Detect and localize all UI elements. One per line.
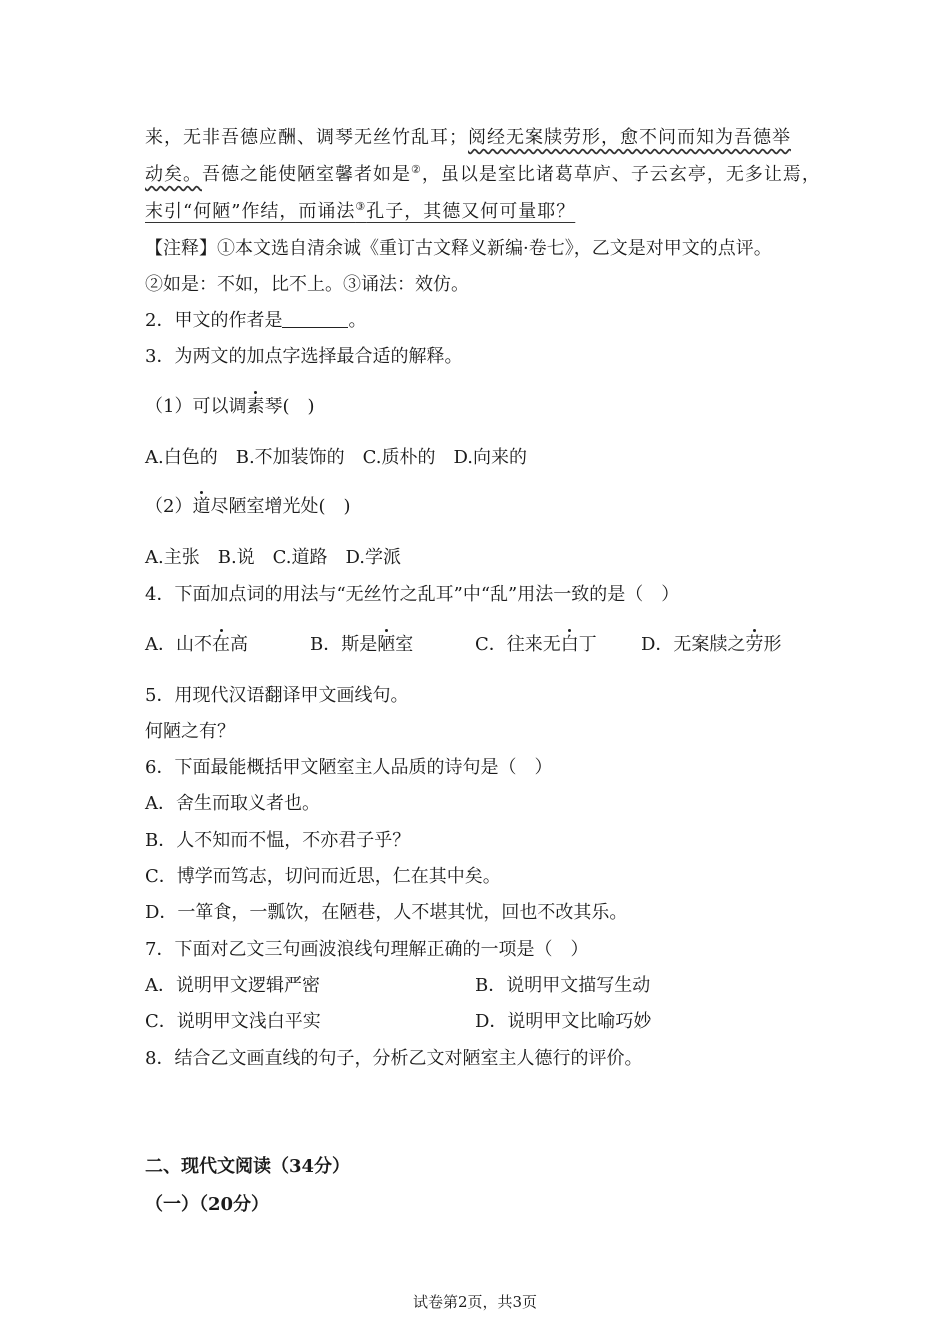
question-3-stem: 3．为两文的加点字选择最合适的解释。 — [145, 346, 463, 367]
section-2-title: 二、现代文阅读（34分） — [145, 1156, 351, 1177]
question-4-option-d — [641, 633, 781, 657]
question-6-stem: 6．下面最能概括甲文陋室主人品质的诗句是（ ） — [145, 757, 553, 778]
question-7-option-d: D．说明甲文比喻巧妙 — [475, 1011, 652, 1032]
option-a-post: 高 — [230, 634, 248, 655]
dotted-character: 白 — [560, 634, 579, 655]
question-5-stem: 5．用现代汉语翻译甲文画线句。 — [145, 685, 409, 706]
question-4-option-c — [475, 633, 597, 657]
yiwen-wavy-sentence-1: 阅经无案牍劳形，愈不问而知为吾德举 — [468, 127, 791, 148]
yiwen-wavy-sentence-1-end: 动矣。 — [145, 164, 202, 185]
yiwen-line-1 — [145, 126, 791, 150]
option-b-post: 室 — [395, 634, 414, 655]
dotted-character: 劳 — [745, 634, 764, 655]
dotted-character: 道 — [192, 496, 211, 517]
question-7-stem: 7．下面对乙文三句画波浪线句理解正确的一项是（ ） — [145, 939, 589, 960]
option-c-pre: C．往来无 — [475, 634, 561, 655]
yiwen-line-3-b: 孔子，其德又何可量耶？ — [366, 201, 576, 222]
annotation-line-1: 【注释】①本文选自清余诚《重订古文释义新编·卷七》，乙文是对甲文的点评。 — [145, 238, 772, 259]
yiwen-line-2-tail: ，虽以是室比诸葛草庐、子云玄亭，无多让焉， — [421, 164, 821, 185]
question-6-option-a: A．舍生而取义者也。 — [145, 793, 320, 814]
yiwen-line-1-plain: 来，无非吾德应酬、调琴无丝竹乱耳； — [145, 127, 468, 148]
question-3-sub-1-post: 琴( ) — [264, 396, 315, 417]
option-b-pre: B．斯是 — [310, 634, 378, 655]
question-3-sub-1-pre: （1）可以调 — [145, 396, 247, 417]
yiwen-line-2-text: 吾德之能使陋室馨者如是 — [202, 164, 411, 185]
option-a-pre: A．山不 — [145, 634, 212, 655]
note-marker-3: ③ — [355, 200, 367, 213]
question-6-option-d: D．一箪食，一瓢饮，在陋巷，人不堪其忧，回也不改其乐。 — [145, 902, 628, 923]
yiwen-line-3-a: 末引“何陋”作结，而诵法 — [145, 201, 356, 222]
question-5-sentence: 何陋之有？ — [145, 721, 235, 742]
question-6-option-b: B．人不知而不愠，不亦君子乎？ — [145, 830, 411, 851]
question-2-tail: 。 — [348, 310, 367, 331]
question-7-option-a: A．说明甲文逻辑严密 — [145, 975, 320, 996]
option-c-post: 丁 — [578, 634, 597, 655]
question-8-stem: 8．结合乙文画直线的句子，分析乙文对陋室主人德行的评价。 — [145, 1048, 643, 1069]
question-3-sub-1-options: A.白色的 B.不加装饰的 C.质朴的 D.向来的 — [145, 447, 528, 468]
option-d-pre: D．无案牍之 — [641, 634, 746, 655]
yiwen-line-2 — [145, 163, 821, 187]
question-4-option-b — [310, 633, 413, 657]
question-6-option-c: C．博学而笃志，切问而近思，仁在其中矣。 — [145, 866, 501, 887]
question-7-option-c: C．说明甲文浅白平实 — [145, 1011, 321, 1032]
yiwen-straight-underlined-sentence — [145, 200, 575, 224]
dotted-character: 陋 — [377, 634, 396, 655]
question-3-sub-2-options: A.主张 B.说 C.道路 D.学派 — [145, 547, 402, 568]
note-marker-2: ② — [411, 163, 422, 176]
question-4-stem: 4．下面加点词的用法与“无丝竹之乱耳”中“乱”用法一致的是（ ） — [145, 584, 680, 605]
answer-blank[interactable] — [282, 311, 348, 328]
dotted-character: 在 — [212, 634, 230, 655]
question-2 — [145, 309, 366, 333]
question-3-sub-1 — [145, 395, 315, 419]
question-4-option-a — [145, 633, 248, 657]
question-3-sub-2-pre: （2） — [145, 496, 193, 517]
question-3-sub-2 — [145, 495, 351, 519]
question-2-text: 2．甲文的作者是 — [145, 310, 283, 331]
annotation-line-2: ②如是：不如，比不上。③诵法：效仿。 — [145, 274, 469, 295]
section-2-subtitle: （一）（20分） — [145, 1194, 270, 1215]
dotted-character: 素 — [246, 396, 265, 417]
question-3-sub-2-post: 尽陋室增光处( ) — [210, 496, 351, 517]
option-d-post: 形 — [763, 634, 782, 655]
question-7-option-b: B．说明甲文描写生动 — [475, 975, 651, 996]
page-footer: 试卷第2页，共3页 — [412, 1293, 538, 1311]
